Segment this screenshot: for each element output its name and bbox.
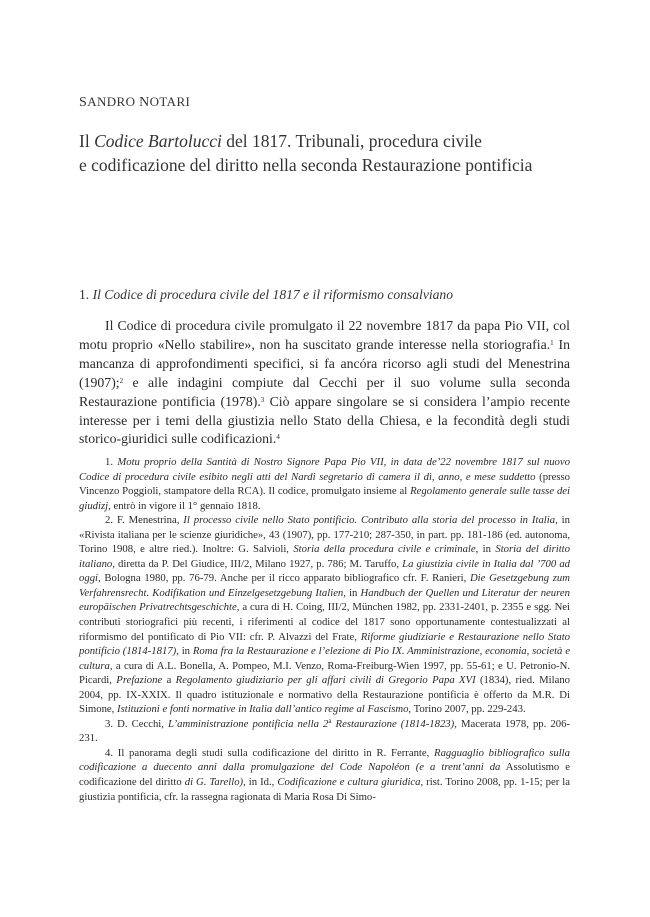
footnote-text: F. Menestrina, — [116, 514, 184, 527]
footnote-text: Regolamento generale sulle tasse dei giudizj — [79, 485, 570, 512]
footnote-text: , a cura di A.L. Bonella, A. Pompeo, M.I. Venzo, Roma-Freiburg-Wien 1997, pp. 55-61; e U. Petronio-N. Picardi, — [79, 659, 570, 687]
title-text: Il — [79, 131, 95, 151]
section-heading — [79, 287, 453, 303]
footnote-text: Handbuch der Quellen und Literatur der neuren europäischen Privatrechtsgeschichte — [79, 586, 570, 614]
footnote-ref[interactable]: 2 — [119, 376, 124, 385]
footnote-text: Motu proprio della Santità di Nostro Signore Papa Pio VII, in data de’22 novembre 1817 sul nuovo Codice di procedura civile esibito negli atti del Nardi segretario di camera il dì, anno, e mese suddetto — [79, 456, 570, 483]
footnote-text: Storia del diritto italiano — [79, 543, 570, 570]
footnote-text: Riforme giudiziarie e Restaurazione nello Stato pontificio (1814-1817) — [79, 630, 571, 658]
footnote-text: Die Gesetzgebung zum Verfahrensrecht. Kodifikation und Einzelgesetzgebung Italien — [79, 572, 570, 599]
footnote-text: Regolamento giudiziario per gli affari civili di Gregorio Papa XVI — [175, 674, 476, 687]
footnote-text: Prefazione — [116, 674, 163, 687]
footnote-text: , in «Rivista italiana per le scienze giuridiche», 43 (1907), pp. 177-210; 287-350, in part. pp. 181-186 (ed. autonoma, Torino 1908, e altre ried.). Inoltre: G. Salvioli, — [79, 514, 570, 556]
footnote-text: a — [162, 674, 176, 687]
article-title — [79, 129, 579, 177]
author-last-initial: N — [139, 95, 150, 110]
footnote-text: , entrò in vigore il 1° gennaio 1818. — [108, 499, 261, 512]
section-heading-text: Il Codice di procedura civile del 1817 e il riformismo consalviano — [92, 287, 454, 302]
superscript: a — [328, 716, 332, 725]
footnote-ref[interactable]: 4 — [276, 433, 280, 442]
footnote-text: D. Cecchi, — [117, 717, 169, 730]
footnote-text: Istituzioni e fonti normative in Italia dall’antico regime al Fascismo — [117, 703, 409, 716]
body-text-run: Il Codice di procedura civile promulgato il 22 novembre 1817 da papa Pio VII, col motu proprio «Nello stabilire», non ha suscitato grande interesse nella storiografia. — [79, 318, 570, 352]
footnote-text: Restaurazione (1814-1823) — [331, 717, 455, 730]
body-text-run: e alle indagini compiute dal Cecchi per il suo volume sulla seconda Restaurazione pontificia (1978). — [79, 374, 570, 409]
footnote-text: , Torino 2007, pp. 229-243. — [408, 703, 526, 716]
footnote-ref[interactable]: 1 — [550, 338, 554, 347]
footnote-text: (1834), ried. Milano 2004, pp. IX-XXIX. Il quadro istituzionale e normativo della Restaurazione pontificia è offerto da M.R. Di Simone, — [79, 674, 571, 716]
footnotes — [79, 455, 570, 804]
footnote-text: L’amministrazione pontificia nella 2 — [168, 717, 329, 730]
footnote-ref[interactable]: 3 — [260, 395, 265, 404]
footnote-3 — [79, 717, 570, 746]
footnote-text: Roma fra la Restaurazione e l’elezione di Pio IX. Amministrazione, economia, società e cultura — [79, 645, 570, 672]
footnote-text: La giustizia civile in Italia dal ’700 ad oggi — [79, 557, 571, 585]
title-line2: e codificazione del diritto nella seconda Restaurazione pontificia — [79, 155, 533, 175]
footnote-number: 2. — [105, 514, 117, 527]
footnote-text: , in — [343, 586, 361, 599]
footnote-number: 1. — [105, 456, 118, 468]
footnote-text: , rist. Torino 2008, pp. 1-15; per la giustizia pontificia, cfr. la rassegna ragionata di Maria Rosa Di Simo- — [79, 776, 570, 803]
footnote-text: , in — [475, 543, 496, 556]
footnote-number: 3. — [105, 717, 118, 730]
footnote-text: , Bologna 1980, pp. 76-79. Anche per il ricco apparato bibliografico cfr. F. Ranieri, — [98, 572, 470, 585]
body-text-run: Ciò appare singolare se si considera l’ampio recente interesse per i temi della giustizia nello Stato della Chiesa, e la fecondità degli studi storico-giuridici sulle codificazioni. — [79, 393, 571, 447]
footnote-text: , diretta da P. Del Giudice, III/2, Milano 1927, p. 786; M. Taruffo, — [112, 557, 403, 570]
footnote-text: di G. Tarello) — [184, 776, 244, 789]
footnote-2 — [79, 513, 570, 717]
author-first-rest: ANDRO — [87, 94, 136, 109]
title-italic: Codice Bartolucci — [94, 131, 222, 151]
title-text: del 1817. Tribunali, procedura civile — [221, 131, 482, 151]
footnote-text: , in Id., — [243, 776, 278, 789]
footnote-1 — [79, 455, 570, 513]
section-number: 1. — [79, 287, 93, 302]
body-text — [79, 317, 570, 449]
footnote-text: Assolutismo e codificazione del diritto — [79, 761, 570, 789]
footnote-text: , Macerata 1978, pp. 206-231. — [79, 717, 571, 745]
footnote-number: 4. — [105, 746, 118, 759]
author-last-rest: OTARI — [149, 94, 191, 109]
footnote-text: , a cura di H. Coing, III/2, München 1982, pp. 2331-2401, p. 2355 e sgg. Nei contributi storiografici più recenti, i riferimenti al codice del 1817 sono opportunamente contestualizzati al riformismo del pontificato di Pio VII: cfr. P. Alvazzi del Frate, — [79, 601, 570, 643]
footnote-4 — [79, 746, 570, 804]
footnote-text: , in — [176, 645, 193, 658]
body-text-run: In mancanza di approfondimenti specifici, si fa ancóra ricorso agli studi del Menestrina (1907); — [79, 336, 570, 390]
footnote-text: Storia della procedura civile e criminale — [293, 543, 476, 556]
footnote-text: Ragguaglio bibliografico sulla codificazione a duecento anni dalla promulgazione del Code Napoléon (e a trent’anni da — [79, 746, 570, 774]
author-name — [79, 94, 190, 111]
footnote-text: Il processo civile nello Stato pontificio. Contributo alla storia del processo in Italia — [183, 514, 556, 527]
body-paragraph — [79, 317, 570, 449]
footnote-text: (presso Vincenzo Poggioli, stampatore della RCA). Il codice, promulgato insieme al — [79, 470, 570, 498]
author-first-initial: S — [79, 95, 88, 110]
footnote-text: Il panorama degli studi sulla codificazione del diritto in R. Ferrante, — [117, 746, 435, 759]
footnote-text: Codificazione e cultura giuridica — [277, 776, 421, 789]
